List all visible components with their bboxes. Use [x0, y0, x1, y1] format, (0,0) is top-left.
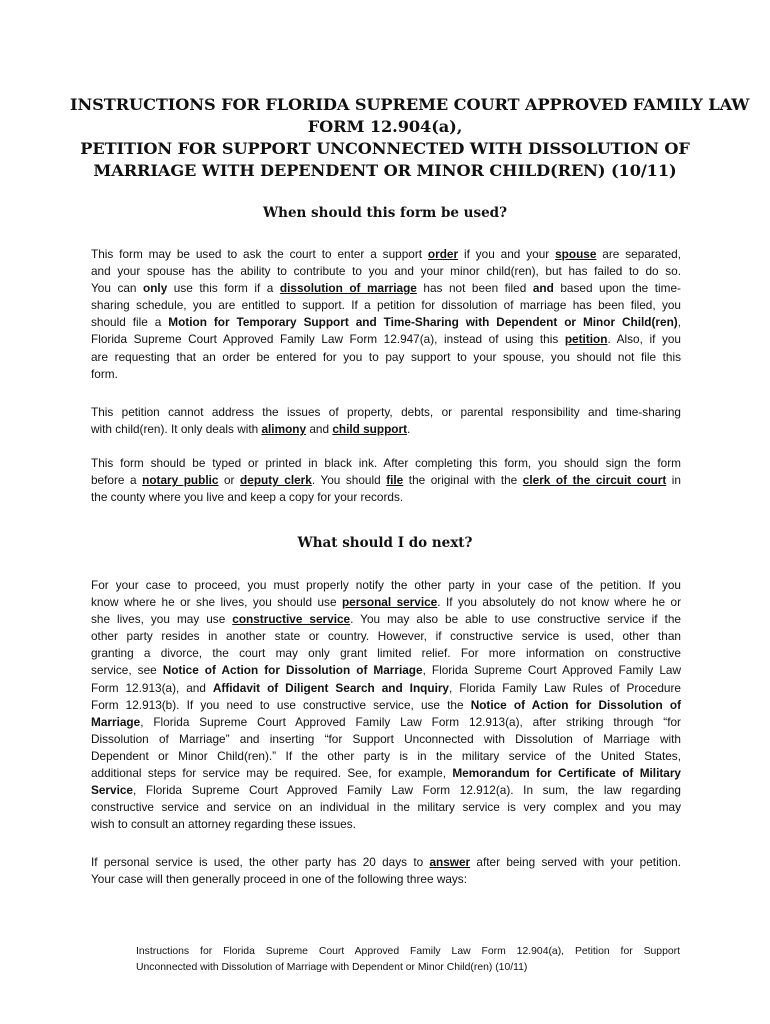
glossary-term: answer: [429, 855, 471, 869]
title-line-1: INSTRUCTIONS FOR FLORIDA SUPREME COURT APPROVED FAMILY LAW: [70, 95, 750, 114]
text-line: additional steps for service may be required. See, for example, Memorandum for Certificate of Military: [91, 766, 681, 781]
form-name: Memorandum for Certificate of Military: [452, 766, 681, 781]
form-name: Motion for Temporary Support and Time-Sharing with Dependent or Minor Child(ren): [168, 315, 678, 330]
glossary-term: petition: [564, 332, 608, 347]
form-name: Service: [91, 783, 133, 798]
glossary-term: notary public: [142, 473, 219, 488]
text-line: before a notary public or deputy clerk. You should file the original with the clerk of the circuit court in: [91, 473, 681, 488]
text-line: This petition cannot address the issues of property, debts, or parental responsibility and time-sharing: [91, 405, 681, 419]
footer-line-2: Unconnected with Dissolution of Marriage with Dependent or Minor Child(ren) (10/11): [136, 962, 528, 973]
text-line: Your case will then generally proceed in one of the following three ways:: [91, 872, 467, 887]
text-line: This form may be used to ask the court to enter a support order if you and your spouse are separated,: [91, 247, 681, 261]
glossary-term: constructive service: [232, 612, 351, 627]
form-name: and: [532, 281, 554, 296]
form-name: Notice of Action for Dissolution of: [470, 697, 681, 712]
text-line: Dependent or Minor Child(ren).” If the other party is in the military service of the United States,: [91, 748, 681, 763]
glossary-term: dissolution of marriage: [279, 281, 417, 296]
text-line: sharing schedule, you are entitled to support. If a petition for dissolution of marriage has been filed, you: [91, 298, 681, 313]
page-footer: [136, 944, 680, 976]
paragraph-next-1: [91, 577, 681, 833]
document-title: [70, 94, 750, 182]
text-line: Florida Supreme Court Approved Family Law Form 12.947(a), instead of using this petition. Also, if you: [91, 332, 681, 347]
text-line: service, see Notice of Action for Dissolution of Marriage, Florida Supreme Court Approved Family Law: [91, 663, 681, 678]
text-line: Service, Florida Supreme Court Approved Family Law Form 12.912(a). In sum, the law regarding: [91, 783, 681, 798]
text-line: with child(ren). It only deals with alimony and child support.: [91, 422, 411, 437]
text-line: Form 12.913(a), and Affidavit of Diligent Search and Inquiry, Florida Family Law Rules of Procedure: [91, 680, 681, 695]
text-line: For your case to proceed, you must properly notify the other party in your case of the petition. If you: [91, 578, 681, 592]
text-line: If personal service is used, the other party has 20 days to answer after being served with your petition.: [91, 855, 681, 869]
form-name: Notice of Action for Dissolution of Marriage: [162, 663, 423, 678]
glossary-term: child support: [332, 422, 408, 437]
text-line: constructive service and service on an individual in the military service is very complex and you may: [91, 800, 681, 815]
paragraph-when-1: [91, 246, 681, 383]
footer-line-1: Instructions for Florida Supreme Court Approved Family Law Form 12.904(a), Petition for Support: [136, 946, 680, 957]
text-line: other party resides in another state or country. However, if constructive service is used, other than: [91, 629, 681, 644]
glossary-term: personal service: [341, 595, 438, 610]
text-line: form.: [91, 366, 118, 381]
section-heading-next: What should I do next?: [297, 535, 473, 551]
glossary-term: file: [386, 473, 404, 488]
paragraph-when-2: [91, 404, 681, 438]
text-line: know where he or she lives, you should use personal service. If you absolutely do not know where he or: [91, 595, 681, 610]
section-heading-when: When should this form be used?: [262, 205, 508, 221]
text-line: and your spouse has the ability to contribute to you and your minor child(ren), but has failed to do so.: [91, 264, 681, 279]
form-name: only: [143, 281, 168, 296]
glossary-term: alimony: [261, 422, 307, 437]
text-line: are requesting that an order be entered for you to pay support to your spouse, you should not file this: [91, 349, 681, 364]
form-name: Affidavit of Diligent Search and Inquiry: [212, 680, 449, 695]
text-line: You can only use this form if a dissolution of marriage has not been filed and based upon the time-: [91, 281, 681, 296]
title-line-2: FORM 12.904(a),: [307, 117, 463, 136]
form-name: Marriage: [91, 714, 141, 729]
glossary-term: spouse: [555, 247, 597, 261]
paragraph-next-2: [91, 854, 681, 888]
glossary-term: order: [427, 247, 459, 261]
title-line-3: PETITION FOR SUPPORT UNCONNECTED WITH DISSOLUTION OF: [80, 139, 690, 158]
glossary-term: clerk of the circuit court: [522, 473, 667, 488]
text-line: the county where you live and keep a copy for your records.: [91, 490, 404, 505]
text-line: Marriage, Florida Supreme Court Approved Family Law Form 12.913(a), after striking through “for: [91, 714, 681, 729]
text-line: she lives, you may use constructive service. You may also be able to use constructive service if the: [91, 612, 681, 627]
glossary-term: deputy clerk: [240, 473, 312, 488]
text-line: wish to consult an attorney regarding these issues.: [91, 817, 356, 832]
text-line: This form should be typed or printed in black ink. After completing this form, you should sign the form: [91, 456, 681, 470]
paragraph-when-3: [91, 455, 681, 506]
text-line: Form 12.913(b). If you need to use constructive service, use the Notice of Action for Dissolution of: [91, 697, 681, 712]
text-line: should file a Motion for Temporary Support and Time-Sharing with Dependent or Minor Child(ren),: [91, 315, 681, 330]
text-line: granting a divorce, the court may only grant limited relief. For more information on constructive: [91, 646, 681, 661]
title-line-4: MARRIAGE WITH DEPENDENT OR MINOR CHILD(REN) (10/11): [93, 161, 677, 180]
text-line: Dissolution of Marriage” and inserting “for Support Unconnected with Dissolution of Marriage with: [91, 731, 681, 746]
